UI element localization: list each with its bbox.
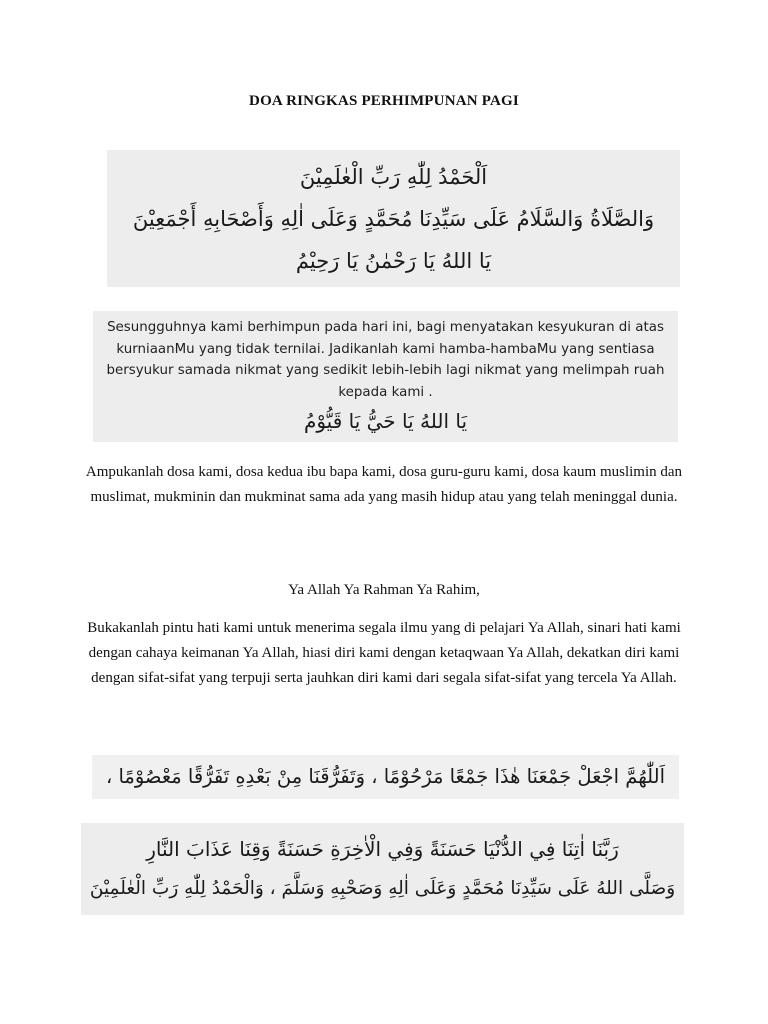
gathering-arabic-scan xyxy=(92,755,679,799)
closing-arabic-scan xyxy=(81,823,684,915)
arabic-line-rabbana: رَبَّنَا اٰتِنَا فِي الدُّنْيَا حَسَنَةً وَفِي الْاٰخِرَةِ حَسَنَةً وَقِنَا عَذَابَ النَّارِ xyxy=(146,837,619,861)
arabic-line-ya-hayyu: يَا اللهُ يَا حَيُّ يَا قَيُّوْمُ xyxy=(303,409,468,433)
arabic-line-ya-allah: يَا اللهُ يَا رَحْمٰنُ يَا رَحِيْمُ xyxy=(295,248,492,273)
forgiveness-paragraph: Ampukanlah dosa kami, dosa kedua ibu bapa kami, dosa guru-guru kami, dosa kaum muslimin dan muslimat, mukminin dan mukminat sama ada yang masih hidup atau yang telah meninggal dunia. xyxy=(85,464,683,505)
gratitude-text: Sesungguhnya kami berhimpun pada hari ini, bagi menyatakan kesyukuran di atas kurniaanMu yang tidak ternilai. Jadikanlah kami hamba-hambaMu yang sentiasa bersyukur samada nikmat yang sedikit lebih-lebih lagi nikmat yang melimpah ruah kepada kami . xyxy=(106,320,665,400)
gratitude-scan xyxy=(93,311,678,442)
arabic-line-closing-salawat: وَصَلَّى اللهُ عَلَى سَيِّدِنَا مُحَمَّدٍ وَعَلَى اٰلِهِ وَصَحْبِهِ وَسَلَّمَ ، وَالْحَمْدُ لِلّٰهِ رَبِّ الْعٰلَمِيْنَ xyxy=(89,878,676,899)
arabic-line-gathering: اَللّٰهُمَّ اجْعَلْ جَمْعَنَا هٰذَا جَمْعًا مَرْحُوْمًا ، وَتَفَرُّقَنَا مِنْ بَعْدِهِ تَفَرُّقًا مَعْصُوْمًا ، xyxy=(105,765,666,788)
arabic-line-salawat: وَالصَّلَاةُ وَالسَّلَامُ عَلَى سَيِّدِنَا مُحَمَّدٍ وَعَلَى اٰلِهِ وَأَصْحَابِهِ أَجْمَعِيْنَ xyxy=(132,206,655,231)
arabic-line-hamdalah: اَلْحَمْدُ لِلّٰهِ رَبِّ الْعٰلَمِيْنَ xyxy=(299,164,488,189)
page-title: DOA RINGKAS PERHIMPUNAN PAGI xyxy=(249,93,519,109)
knowledge-paragraph: Bukakanlah pintu hati kami untuk menerima segala ilmu yang di pelajari Ya Allah, sinari hati kami dengan cahaya keimanan Ya Allah, hiasi diri kami dengan ketaqwaan Ya Allah, dekatkan diri kami dengan sifat-sifat yang terpuji serta jauhkan diri kami dari segala sifat-sifat yang tercela Ya Allah. xyxy=(87,620,681,686)
opening-arabic-scan xyxy=(107,150,680,287)
invocation-line: Ya Allah Ya Rahman Ya Rahim, xyxy=(288,582,480,598)
